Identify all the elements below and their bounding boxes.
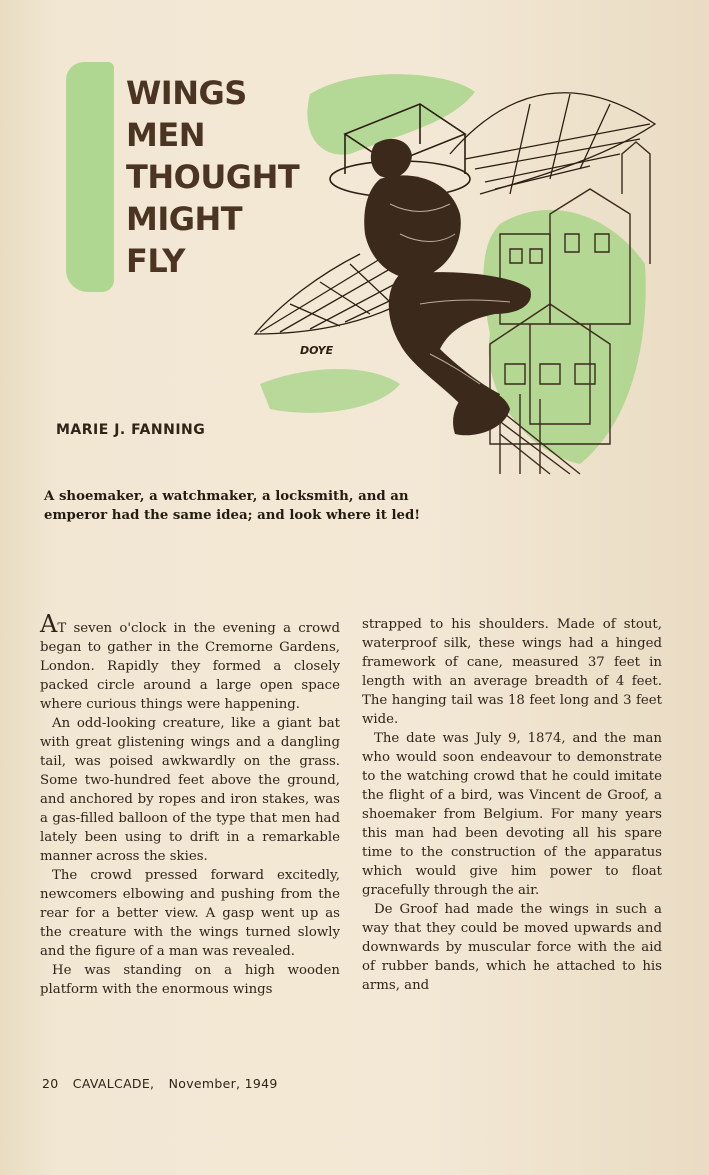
paragraph-6: The date was July 9, 1874, and the man who would soon endeavour to demonstrate to the watching crowd that he could imitate the flight of a bird, was Vincent de Groof, a shoemaker from Belgium. For many years this man had been devoting all his spare time to the construction of the apparatus which would give him power to float gracefully through the air.: [362, 731, 662, 898]
paragraph-1: [40, 610, 340, 714]
text-column-right: [362, 615, 662, 995]
page-footer: [42, 1076, 288, 1091]
paragraph-4: He was standing on a high wooden platform with the enormous wings: [40, 963, 340, 997]
illustration-signature: DOYE: [300, 344, 334, 357]
man-head: [371, 139, 412, 178]
drop-cap: A: [40, 610, 58, 638]
flying-man-illustration: [250, 64, 670, 484]
title-line-5: FLY: [126, 242, 185, 280]
title-line-1: WINGS: [126, 74, 247, 112]
paragraph-3: The crowd pressed forward excitedly, newcomers elbowing and pushing from the rear for a better view. A gasp went up as the creature with the wings turned slowly and the figure of a man was revealed.: [40, 868, 340, 959]
title-line-2: MEN: [126, 116, 205, 154]
article-deck: A shoemaker, a watchmaker, a locksmith, and an emperor had the same idea; and look where it led!: [44, 489, 421, 523]
paragraph-2: An odd-looking creature, like a giant bat with great glistening wings and a dangling tail, was poised awkwardly on the grass. Some two-hundred feet above the ground, and anchored by ropes and iron stakes, was a gas-filled balloon of the type that men had lately been using to drift in a remarkable manner across the skies.: [40, 716, 340, 864]
paragraph-7: De Groof had made the wings in such a way that they could be moved upwards and downwards by muscular force with the aid of rubber bands, which he attached to his arms, and: [362, 902, 662, 993]
text-column-left: [40, 610, 340, 999]
issue-date: November, 1949: [168, 1076, 278, 1091]
paragraph-1-text: T seven o'clock in the evening a crowd began to gather in the Cremorne Gardens, London. Rapidly they formed a closely packed circle around a large open space where curious things were happening.: [40, 621, 340, 712]
title-line-3: THOUGHT: [126, 158, 300, 196]
paragraph-5: strapped to his shoulders. Made of stout, waterproof silk, these wings had a hinged framework of cane, measured 37 feet in length with an average breadth of 4 feet. The hanging tail was 18 feet long and 3 feet wide.: [362, 617, 662, 727]
green-wash-bottom: [260, 369, 400, 413]
title-line-4: MIGHT: [126, 200, 243, 238]
title-green-swatch: [66, 62, 114, 292]
publication-name: CAVALCADE,: [72, 1076, 155, 1091]
author-byline: MARIE J. FANNING: [56, 422, 206, 438]
page-number: 20: [42, 1076, 59, 1091]
man-torso: [364, 175, 461, 279]
